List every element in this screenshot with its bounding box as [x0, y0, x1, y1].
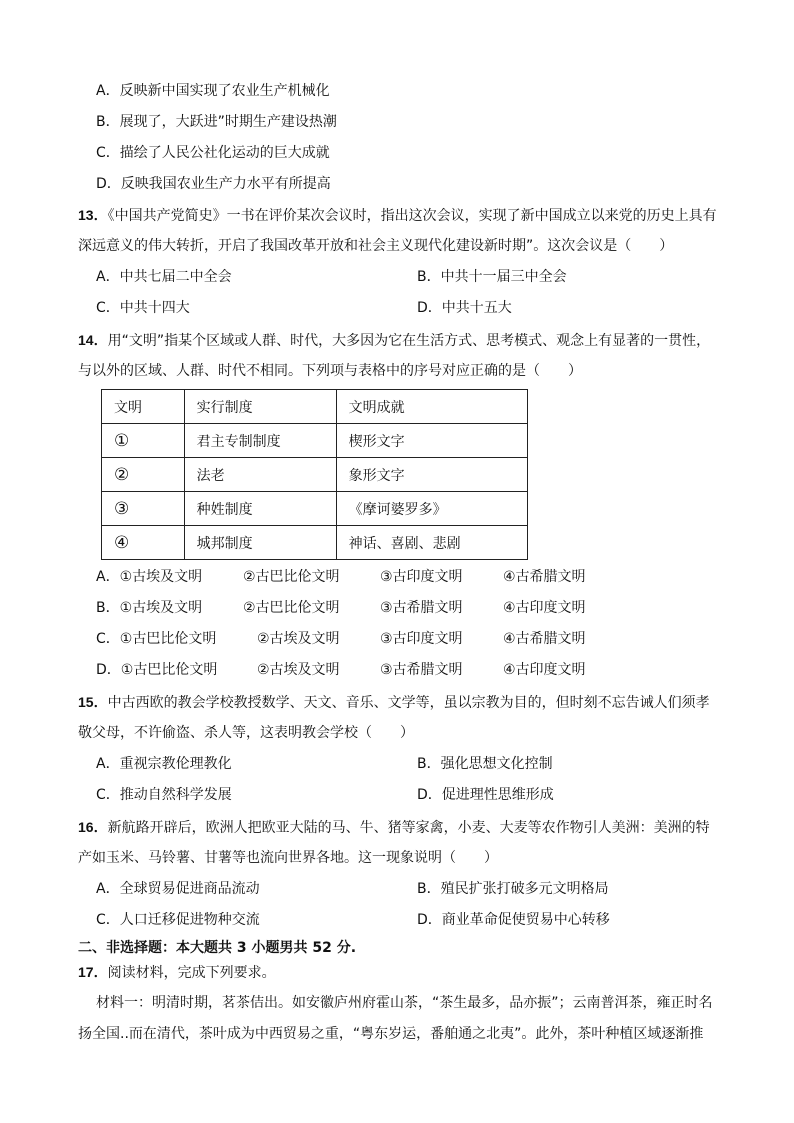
q14-option-b-part4: ④古印度文明 [503, 600, 586, 616]
q16-stem-line2: 产如玉米、马铃薯、甘薯等也流向世界各地。这一现象说明（ ） [78, 850, 498, 866]
q17-material-line1: 材料一：明清时期，茗茶佶出。如安徽庐州府霍山茶，“茶生最多，品亦振”；云南普洱茶，雍正时名 [96, 995, 713, 1011]
q12-option-b: B．展现了，大跃进”时期生产建设热潮 [96, 114, 337, 130]
q17-material-line2: 扬全国..而在清代，茶叶成为中西贸易之重，“粤东岁运，番舶通之北夷”。此外，茶叶种植区域逐渐推 [78, 1026, 704, 1042]
table-header-row [102, 390, 528, 424]
table-cell: 法老 [184, 458, 336, 492]
q14-option-a-part3: ③古印度文明 [380, 569, 463, 585]
q13-option-c: C．中共十四大 [96, 300, 190, 316]
q15-option-c: C．推动自然科学发展 [96, 787, 232, 803]
table-row [102, 526, 528, 560]
q14-option-b-part1: B．①古埃及文明 [96, 600, 203, 616]
table-cell: ④ [102, 526, 185, 560]
q16-option-b: B．殖民扩张打破多元文明格局 [417, 881, 609, 897]
q13-option-a: A．中共七届二中全会 [96, 269, 232, 285]
table-cell: 楔形文字 [336, 424, 527, 458]
q12-option-a: A．反映新中国实现了农业生产机械化 [96, 83, 330, 99]
q14-option-c-part1: C．①古巴比伦文明 [96, 631, 217, 647]
table-cell: 《摩诃婆罗多》 [336, 492, 527, 526]
q15-stem-text1: 中古西欧的教会学校教授数学、天文、音乐、文学等，虽以宗教为目的，但时刻不忘告诫人们须孝 [107, 695, 710, 711]
q16-option-a: A．全球贸易促进商品流动 [96, 881, 260, 897]
q14-option-d-part1: D．①古巴比伦文明 [96, 662, 218, 678]
table-row [102, 492, 528, 526]
table-cell: ③ [102, 492, 185, 526]
q14-option-c-part3: ③古印度文明 [380, 631, 463, 647]
q13-number: 13． [78, 207, 108, 223]
q13-option-b: B．中共十一届三中全会 [417, 269, 567, 285]
table-row [102, 458, 528, 492]
table-cell: 象形文字 [336, 458, 527, 492]
civilization-table [101, 389, 528, 560]
q16-stem-text1: 新航路开辟后，欧洲人把欧亚大陆的马、牛、猪等家禽，小麦、大麦等农作物引人美洲：美洲的特 [107, 820, 710, 836]
q14-option-d-part2: ②古埃及文明 [257, 662, 340, 678]
q14-option-a-part4: ④古希腊文明 [503, 569, 586, 585]
q15-option-a: A．重视宗教伦理教化 [96, 756, 232, 772]
q13-option-d: D．中共十五大 [417, 300, 512, 316]
table-header-cell: 实行制度 [184, 390, 336, 424]
q15-option-d: D．促进理性思维形成 [417, 787, 554, 803]
q16-option-d: D．商业革命促使贸易中心转移 [417, 912, 610, 928]
q14-option-d-part4: ④古印度文明 [503, 662, 586, 678]
q12-option-d: D．反映我国农业生产力水平有所提高 [96, 176, 331, 192]
q14-stem-text1: 用“文明”指某个区域或人群、时代，大多因为它在生活方式、思考模式、观念上有显著的一贯性， [107, 333, 711, 349]
q15-stem-line2: 敬父母，不许偷盗、杀人等，这表明教会学校（ ） [78, 725, 414, 741]
table-header-cell: 文明成就 [336, 390, 527, 424]
q16-stem-line1 [78, 817, 710, 838]
q15-option-b: B．强化思想文化控制 [417, 756, 553, 772]
table-row [102, 424, 528, 458]
q14-option-a-part2: ②古巴比伦文明 [243, 569, 340, 585]
q14-number: 14． [78, 332, 108, 348]
q14-option-c-part4: ④古希腊文明 [503, 631, 586, 647]
q14-stem-line2: 与以外的区域、人群、时代不相同。下列项与表格中的序号对应正确的是（ ） [78, 363, 582, 379]
table-cell: ② [102, 458, 185, 492]
q17-number: 17． [78, 964, 108, 980]
q14-option-d-part3: ③古希腊文明 [380, 662, 463, 678]
table-header-cell: 文明 [102, 390, 185, 424]
q14-option-a-part1: A．①古埃及文明 [96, 569, 203, 585]
q14-option-b-part3: ③古希腊文明 [380, 600, 463, 616]
q17-stem-text: 阅读材料，完成下列要求。 [107, 965, 276, 981]
q16-option-c: C．人口迁移促进物种交流 [96, 912, 260, 928]
q14-stem-line1 [78, 330, 710, 351]
q15-number: 15． [78, 694, 108, 710]
q14-option-c-part2: ②古埃及文明 [257, 631, 340, 647]
q12-option-c: C．描绘了人民公社化运动的巨大成就 [96, 145, 330, 161]
q15-stem-line1 [78, 692, 710, 713]
q13-stem-line2: 深远意义的伟大转折，开启了我国改革开放和社会主义现代化建设新时期”。这次会议是（ ） [78, 238, 674, 254]
table-cell: 君主专制制度 [184, 424, 336, 458]
section-heading: 二、非选择题：本大题共 3 小题男共 52 分. [78, 940, 357, 956]
table-cell: 神话、喜剧、悲剧 [336, 526, 527, 560]
q13-stem-line1 [78, 205, 717, 226]
q14-option-b-part2: ②古巴比伦文明 [243, 600, 340, 616]
q13-stem-text1: 《中国共产党简史》一书在评价某次会议时，指出这次会议，实现了新中国成立以来党的历史上具有 [107, 208, 717, 224]
table-cell: 城邦制度 [184, 526, 336, 560]
q17-stem [78, 962, 276, 983]
q16-number: 16． [78, 819, 108, 835]
table-cell: 种姓制度 [184, 492, 336, 526]
table-cell: ① [102, 424, 185, 458]
